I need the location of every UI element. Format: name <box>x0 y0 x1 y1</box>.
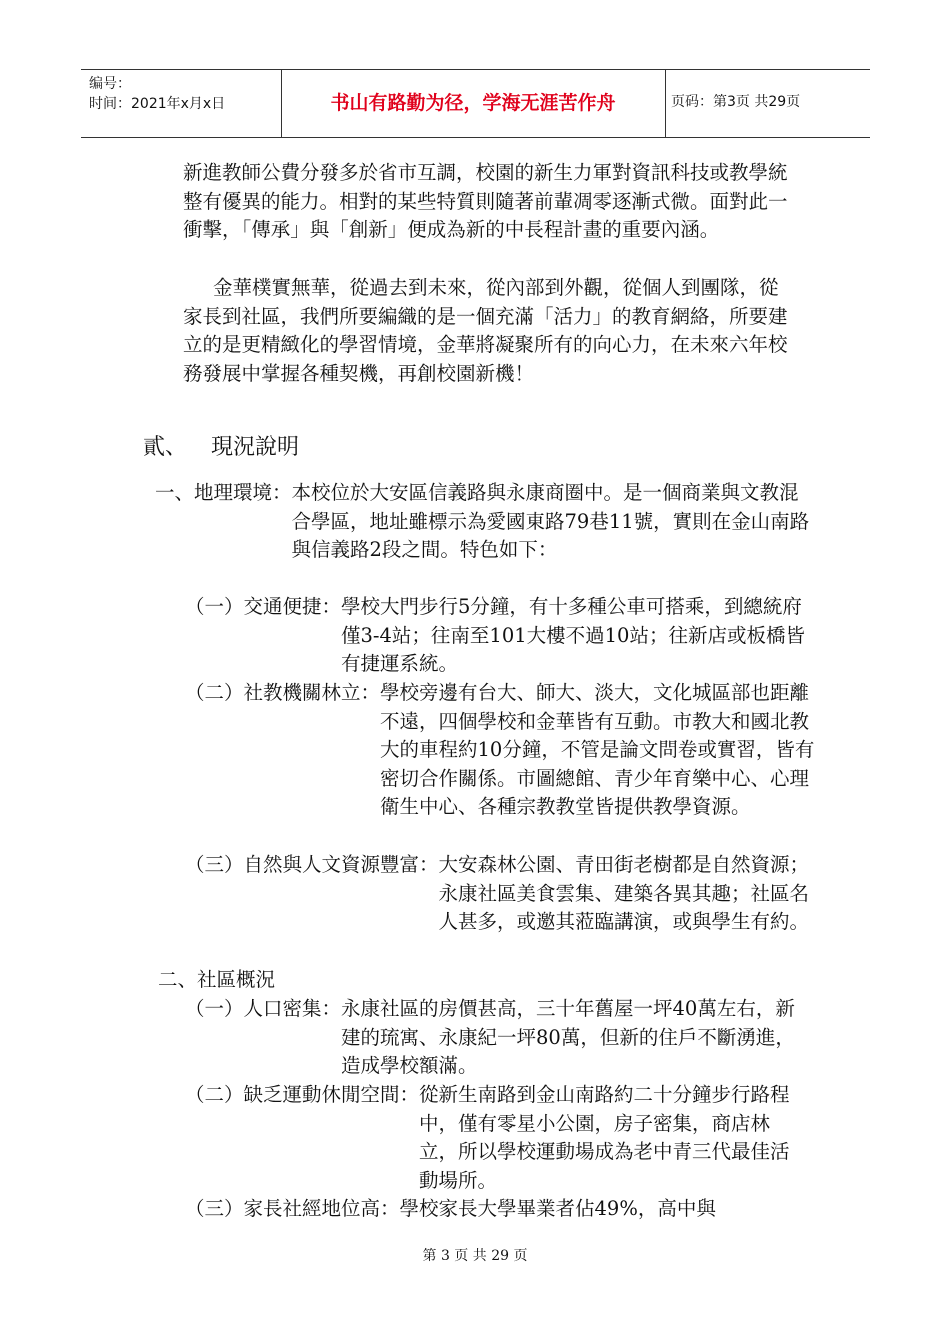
community-label: 二、社區概況 <box>158 968 276 991</box>
document-number: 编号： <box>89 76 131 92</box>
geo-label: 一、地理環境： <box>155 481 292 504</box>
page-header <box>81 69 870 138</box>
header-motto: 书山有路勤为径，学海无涯苦作舟 <box>330 92 616 114</box>
geo-text: 本校位於大安區信義路與永康商圈中。是一個商業與文教混合學區，地址雖標示為愛國東路79巷11號，實則在金山南路與信義路2段之間。特色如下： <box>291 481 810 562</box>
section-title: 現況說明 <box>211 435 300 460</box>
section-number: 貳、 <box>143 435 188 460</box>
list-item <box>185 593 810 679</box>
geo-environment <box>155 479 810 565</box>
list-item <box>185 679 820 822</box>
header-divider <box>665 70 666 137</box>
item-label: （二）社教機關林立： <box>185 681 381 704</box>
item-text: 從新生南路到金山南路約二十分鐘步行路程中，僅有零星小公園，房子密集，商店林立，所以學校運動場成為老中青三代最佳活動場所。 <box>419 1083 790 1192</box>
item-label: （一）人口密集： <box>185 997 342 1020</box>
item-label: （三）家長社經地位高： <box>185 1197 400 1220</box>
list-item <box>185 851 810 937</box>
intro-paragraph-1: 新進教師公費分發多於省市互調，校園的新生力軍對資訊科技或教學統整有優異的能力。相對的某些特質則隨著前輩凋零逐漸式微。面對此一衝擊，「傳承」與「創新」便成為新的中長程計畫的重要內涵。 <box>183 161 788 242</box>
page-footer: 第 3 页 共 29 页 <box>422 1248 528 1264</box>
header-page-info: 页码：第3页 共29页 <box>671 94 801 110</box>
header-meta <box>89 74 225 114</box>
item-text: 永康社區的房價甚高，三十年舊屋一坪40萬左右，新建的琉寓、永康紀一坪80萬，但新的住戶不斷湧進，造成學校額滿。 <box>341 997 795 1078</box>
list-item <box>185 995 800 1081</box>
item-text: 學校大門步行5分鐘，有十多種公車可搭乘，到總統府僅3-4站；往南至101大樓不過10站；往新店或板橋皆有捷運系統。 <box>341 595 805 676</box>
item-text: 學校家長大學畢業者佔49%，高中與 <box>399 1197 716 1220</box>
list-item <box>185 1195 800 1224</box>
intro-paragraph-2: 金華樸實無華，從過去到未來，從內部到外觀，從個人到團隊，從家長到社區，我們所要編織的是一個充滿「活力」的教育網絡，所要建立的是更精緻化的學習情境，金華將凝聚所有的向心力，在未來六年校務發展中掌握各種契機，再創校園新機！ <box>183 276 788 385</box>
document-date: 时间：2021年x月x日 <box>89 96 226 112</box>
list-item <box>185 1081 800 1195</box>
item-label: （三）自然與人文資源豐富： <box>185 853 439 876</box>
item-text: 學校旁邊有台大、師大、淡大，文化城區部也距離不遠，四個學校和金華皆有互動。市教大和國北教大的車程約10分鐘，不管是論文問卷或實習，皆有密切合作關係。市圖總館、青少年育樂中心、心理衛生中心、各種宗教教堂皆提供教學資源。 <box>380 681 815 819</box>
item-label: （一）交通便捷： <box>185 595 342 618</box>
item-label: （二）缺乏運動休閒空間： <box>185 1083 420 1106</box>
item-text: 大安森林公園、青田街老樹都是自然資源；永康社區美食雲集、建築各異其趣；社區名人甚多，或邀其蒞臨講演，或與學生有約。 <box>438 853 810 934</box>
section-heading <box>143 433 299 463</box>
community-heading <box>158 966 558 995</box>
